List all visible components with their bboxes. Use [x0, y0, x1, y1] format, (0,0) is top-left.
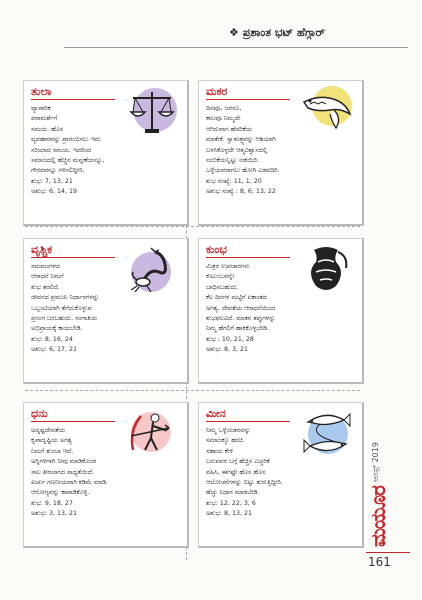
- text-line: ಬರುವವರ ಬಗ್ಗೆ ಹೆಚ್ಚಿನ ಎಚ್ಚರಿಕೆ: [206, 458, 270, 466]
- text-line: ಆಗಿರುವಾಗ ಹೆದರಿಕೆಯ: [206, 125, 253, 133]
- sign-name: ವೃಶ್ಚಿಕ: [31, 243, 53, 256]
- horoscope-card-vrishchika: [23, 238, 189, 384]
- text-line: ಅದೃಷ್ಟದೇವತೆಯ: [31, 427, 65, 434]
- text-line: ನಂಬಿಕೆಯನ್ನಿಟ್ಟು ನಡೆಯಿರಿ.: [206, 157, 259, 165]
- lucky-numbers: ಶುಭ: 12, 22, 3, 6: [206, 499, 256, 507]
- horoscope-card-kumbha: [198, 238, 364, 384]
- text-line: ಜೀವನದ ಪ್ರಮುಖ ನಿರ್ಧಾರಗಳನ್ನು: [31, 294, 100, 302]
- issue-date: ಆಗಸ್ಟ್ 2019: [371, 442, 380, 482]
- magazine-logo: ಮಯೂರ: [366, 486, 390, 547]
- sign-name: ಕುಂಭ: [206, 243, 227, 256]
- unlucky-numbers: ಅಶುಭ: 3, 13, 21: [31, 510, 78, 518]
- horoscope-card-makara: [198, 80, 364, 226]
- text-line: ಸಮಾಜಕ್ಕೂ ಹಂಚಿ.: [206, 437, 245, 445]
- row-divider: [25, 390, 360, 391]
- text-line: ಒಳ್ಳೆಯವರಾಗಲು ಹೋಗಿ ಎಡವದಿರಿ.: [206, 167, 280, 175]
- horoscope-card-tula: [23, 80, 189, 226]
- text-line: ಬಳಸಿಕೊಳ್ಳದೇ ಆತ್ಮವಿಶ್ವಾಸದಲ್ಲಿ: [206, 146, 268, 154]
- text-line: ಒಬ್ಬಂಟಿಯಾಗಿ ತೆಗೆದುಕೊಳ್ಳುವ: [31, 304, 92, 312]
- name-underline: [206, 257, 290, 258]
- crocodile-icon: [300, 84, 354, 138]
- horoscope-card-dhanu: [23, 402, 189, 548]
- lucky-numbers: ಶುಭ : 10, 21, 28: [206, 335, 254, 343]
- card-text: [31, 262, 132, 356]
- text-line: ಆಲೋಚನೆಗಳನ್ನು ಬಿಟ್ಟು ತುರುತ್ತಿದ್ದೀರಿ.: [206, 479, 283, 487]
- text-line: ವ್ಯಾಪಾರಿಕ: [31, 105, 51, 112]
- text-line: ಶುಭಫಲವಿದೆ. ಮಾತನ ತಪ್ಪುಗಳನ್ನು: [206, 315, 276, 323]
- text-line: ವಹಿಸಿ. ಈಗಷ್ಟೇ ಹೊಸ ಹೊಸ: [206, 468, 266, 476]
- text-line: ಕಾಲವೂ ನಿಮ್ಮದೇ: [206, 115, 241, 123]
- lucky-numbers: ಶುಭ: 8, 16, 24: [31, 335, 73, 343]
- text-line: ಆರೋಗ್ಯವನ್ನು ಕಾಪಾಡಿಕೊಳ್ಳಿ.: [31, 489, 90, 497]
- text-line: ಸಮಯ. ಹೊಸ: [31, 125, 64, 133]
- text-line: ಖರ್ಚು ಗಣನೀಯವಾಗಿ ಕಡಿಮೆ ಮಾಡಿ.: [31, 479, 109, 487]
- text-line: ಕುಟುಂಬವನ್ನೇ: [206, 273, 235, 281]
- sign-name: ಮೀನ: [206, 407, 226, 420]
- card-text: [31, 426, 132, 520]
- text-line: ಸಮಾಜದಲ್ಲಿ ಹೆಚ್ಚಿನ ಮನ್ನಣೆಯನ್ನೂ,: [31, 157, 105, 165]
- author-name: ಪ್ರಶಾಂತ ಭಟ್ ಹೆಗ್ಗಾರ್: [242, 26, 325, 39]
- diamond-star-icon: ❖: [229, 26, 239, 39]
- text-line: ನಿಮ್ಮ ಹೆಗಲಿಗೆ ಹಾಕಿಕೊಳ್ಳಬೇಡಿ.: [206, 325, 269, 333]
- archer-icon: [125, 406, 179, 460]
- unlucky-numbers: ಅಶುಭ: 8, 13, 21: [206, 510, 253, 518]
- sign-name: ಮಕರ: [206, 85, 228, 98]
- text-line: ಕೃಪಾದೃಷ್ಟಿಯ ಅಗತ್ಯ: [31, 437, 72, 445]
- text-line: ನಿಮಗೆ ತುಂಬಾ ಇದೆ.: [31, 447, 74, 455]
- text-line: ಮಾತೇಕೆ. ಸ್ವಾತಂತ್ರ್ಯವನ್ನು ಆಶಿಯಾಗಿ: [206, 136, 276, 144]
- text-line: ಅಗ್ನಿಗಳಿಗಾಗಿ ನೀವು ಮಾಡಿಕೊಂಡ: [31, 458, 96, 466]
- lucky-numbers: ಶುಭ ಸಂಖ್ಯೆ: 11, 1, 20: [206, 177, 262, 185]
- text-line: ಪ್ರಸಂಗ ಬರಬಹುದು. ಸಂಗಾತಿಯ: [31, 315, 97, 323]
- page-number-rule: [366, 552, 410, 553]
- text-line: ಸಾಲ ತೀರಲಾಗದ ಸಾಧ್ಯತೆಯಿದೆ.: [31, 468, 95, 476]
- text-line: ಸರಿಯಾದ ಸಮಯ. ಇದರಿಂದ: [31, 146, 92, 154]
- horoscope-card-meena: [198, 402, 364, 548]
- unlucky-numbers: ಅಶುಭ: 6, 14, 19: [31, 188, 78, 196]
- name-underline: [31, 421, 115, 422]
- text-line: ಗೌರವವನ್ನೂ ಗಳಿಸಲಿದ್ದೀರಿ.: [31, 167, 85, 175]
- sign-name: ತುಲಾ: [31, 85, 52, 98]
- unlucky-numbers: ಅಶುಭ: 6, 17, 21: [31, 346, 78, 354]
- scorpion-icon: [125, 242, 179, 296]
- text-line: ಪರಾಮರ್ಶೆಗೆ: [31, 115, 58, 123]
- sign-name: ಧನು: [31, 407, 48, 420]
- unlucky-numbers: ಅಶುಭ ಸಂಖ್ಯೆ : 8, 6, 13, 22: [206, 188, 276, 196]
- fish-icon: [300, 406, 354, 460]
- name-underline: [31, 257, 115, 258]
- text-line: ಕೆಲ ದಿನಗಳ ಮಟ್ಟಿಗೆ ಏಕಾಂತದ: [206, 294, 267, 302]
- text-line: ಅಗತ್ಯ. ದೇವತೆಯ ಆರಾಧನೆಯಿಂದ: [206, 304, 276, 312]
- text-line: ವ್ಯವಹಾರವನ್ನು ಪ್ರಾರಂಭಿಸಲು ಇದು: [31, 136, 101, 144]
- text-line: ಬಾಧಿಸಬಹುದು.: [206, 283, 239, 291]
- name-underline: [206, 99, 290, 100]
- card-text: [206, 104, 307, 198]
- card-text: [206, 426, 307, 520]
- lucky-numbers: ಶುಭ: 9, 18, 27: [31, 499, 73, 507]
- text-line: ಸಮಮಂಗಳದ: [31, 263, 61, 270]
- page-number: 161: [368, 555, 391, 569]
- text-line: ಮಿತ್ರರ ಉಪಚಾರಗಳು: [206, 263, 250, 270]
- lucky-numbers: ಶುಭ: 7, 13, 21: [31, 177, 73, 185]
- row-divider: [25, 226, 360, 227]
- text-line: ಆರಾಧನೆ ನಿಮಗೆ: [31, 273, 64, 281]
- card-text: [31, 104, 135, 198]
- unlucky-numbers: ಅಶುಭ: 8, 3, 21: [206, 346, 249, 354]
- header-rule: [64, 47, 408, 48]
- name-underline: [31, 99, 115, 100]
- author-byline: [229, 26, 325, 44]
- text-line: ಅಭಿಪ್ರಾಯಕ್ಕೆ ಕಾಯಬೇಡಿ.: [31, 325, 83, 333]
- text-line: ನಿಮ್ಮ ಒಳ್ಳೆಯತನವನ್ನು: [206, 427, 251, 434]
- text-line: ಹೆಚ್ಚು ನಿಧಾನ ಮಾಡಬೇಡಿ.: [206, 489, 260, 497]
- water-pot-icon: [300, 242, 354, 296]
- card-text: [206, 262, 307, 356]
- name-underline: [206, 421, 290, 422]
- text-line: ಸಹಾಯ ಕೇಳಿ: [206, 447, 234, 455]
- text-line: ಶುಭ ತರಲಿದೆ.: [31, 283, 60, 291]
- text-line: ದಿನವೂ, ಜನರೂ,: [206, 105, 242, 112]
